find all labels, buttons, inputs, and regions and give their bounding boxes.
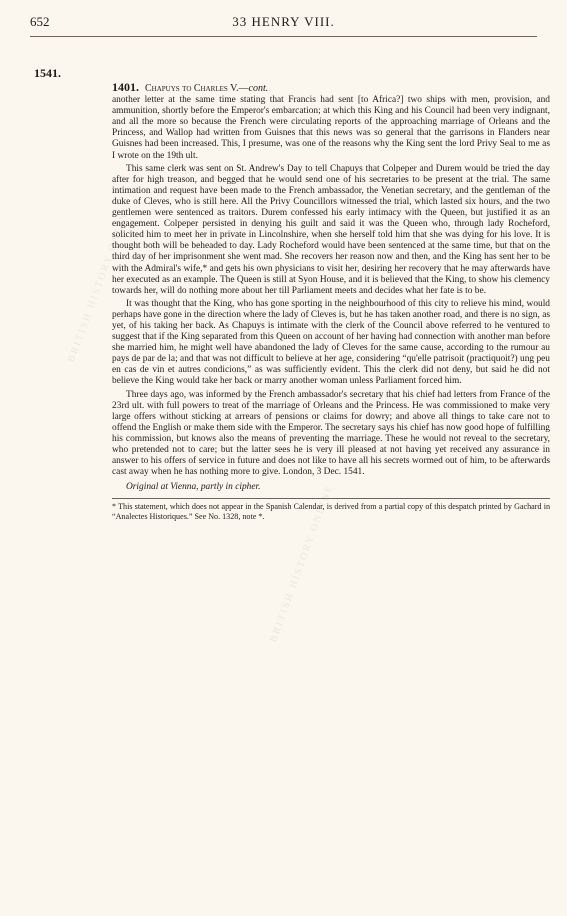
- page-header: [30, 14, 537, 30]
- paragraph-4: Three days ago, was informed by the French ambassador's secretary that his chief had letters from France of the 23rd ult. with full powers to treat of the marriage of Orleans and the Princess. He was commissioned to make very large offers without sticking at arrears of pensions or claims for dowry; and above all things to take care not to offend the English or make them side with the Emperor. The secretary says his chief has now good hope of fulfilling his commission, but knows also the means of preventing the marriage. These he would not reveal to the secretary, who pretended not to care; but the latter sees he is very ill pleased at not having yet received any assurance in answer to his offers of service in future and does not like to have all his secrets wormed out of him, to be afterwards cast away when he has nothing more to give. London, 3 Dec. 1541.: [112, 389, 550, 478]
- document-body: [112, 82, 550, 522]
- watermark-center: BRITISH HISTORY ONLINE: [268, 482, 336, 644]
- entry-title: Chapuys to Charles V.—: [145, 83, 249, 94]
- running-title: 33 HENRY VIII.: [232, 14, 335, 29]
- watermark-left: BRITISH HISTORY ONLINE: [66, 202, 134, 364]
- entry-heading: [112, 82, 550, 94]
- paragraph-1: another letter at the same time stating that Francis had sent [to Africa?] two ships with men, provision, and ammunition, shortly before the Emperor's embarcation; at which this King and his Council had been very indignant, and all the more so because the French were circulating reports of the approaching marriage of Orleans and the Princess, and Wallop had written from Guisnes that this news was so general that the garrisons in Flanders near Guisnes had been increased. This, I presume, was one of the reasons why the King sent the lord Privy Seal to me as I wrote on the 19th ult.: [112, 95, 550, 161]
- header-rule: [30, 36, 537, 37]
- margin-year: 1541.: [34, 66, 61, 80]
- entry-number: 1401.: [112, 80, 139, 94]
- entry-continued: cont.: [248, 83, 269, 94]
- footnote-rule: [112, 498, 550, 499]
- paragraph-2: This same clerk was sent on St. Andrew's Day to tell Chapuys that Colpeper and Durem would be tried the day after for high treason, and begged that he would send one of his secretaries to be present at the trial. The same intimation and request have been made to the French ambassador, the Venetian secretary, and the gentleman of the duke of Cleves, who is still here. All the Privy Councillors witnessed the trial, which lasted six hours, and the two gentlemen were sentenced as traitors. Durem confessed his early intimacy with the Queen, but justified it as an engagement. Colpeper persisted in denying his guilt and said it was the Queen who, through lady Rocheford, solicited him to meet her in private in Lincolnshire, when she herself told him that she was dying for his love. It is thought both will be beheaded to day. Lady Rocheford would have been sentenced at the same time, but that on the third day of her imprisonment she went mad. She recovers her reason now and then, and the King has sent her to be with the Admiral's wife,* and gets his own physicians to visit her, desiring her recovery that he may afterwards have her executed as an example. The Queen is still at Syon House, and it is believed that the King, to show his clemency towards her, will do nothing more about her till Parliament meets and decides what her fate is to be.: [112, 163, 550, 296]
- source-note: Original at Vienna, partly in cipher.: [126, 482, 261, 493]
- page-number: 652: [30, 14, 50, 29]
- paragraph-3: It was thought that the King, who has gone sporting in the neighbourhood of this city to relieve his mind, would perhaps have gone in the direction where the lady of Cleves is, but he has taken another road, and there is no sign, as yet, of his taking her back. As Chapuys is intimate with the clerk of the Council above referred to he ventured to suggest that if the King separated from this Queen on account of her having had connection with another man before she married him, he might well have abandoned the lady of Cleves for the same cause, according to the rumour au pays de par de la; and that was not difficult to believe at her age, considering “qu'elle patrisoit (practiquoit?) ung peu en cas de vin et autres condicions,” as was sufficiently evident. This the clerk did not deny, but said he did not believe the King would take her back or marry another woman unless Parliament forced him.: [112, 298, 550, 387]
- footnote: * This statement, which does not appear in the Spanish Calendar, is derived from a partial copy of this despatch printed by Gachard in “Analectes Historiques.” See No. 1328, note *.: [112, 502, 550, 521]
